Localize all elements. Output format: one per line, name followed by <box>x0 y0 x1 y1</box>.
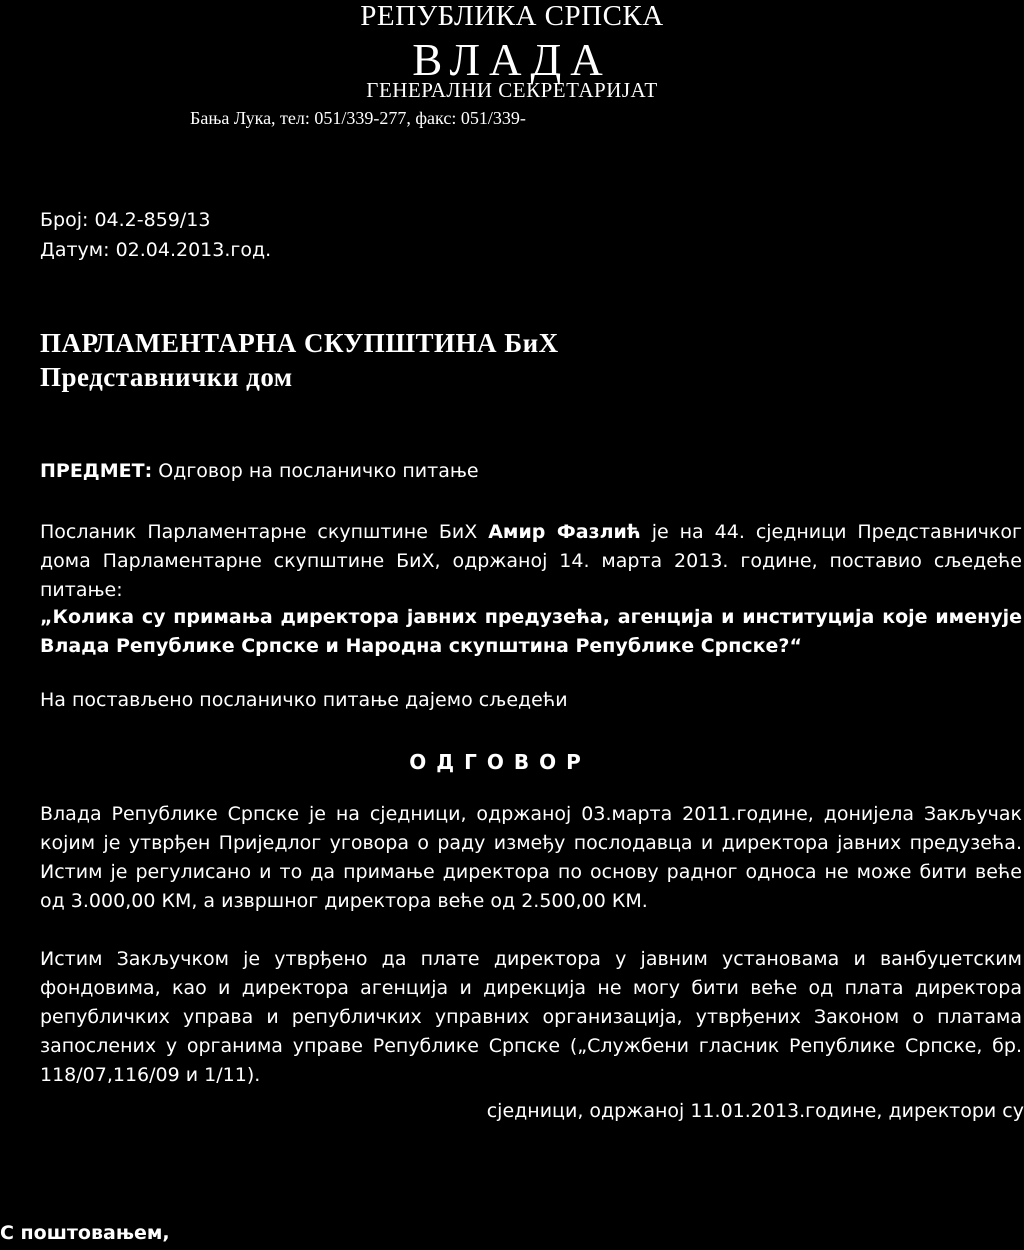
text-fragment: сједници, одржаној 11.01.2013.године, директори су <box>486 1100 1024 1122</box>
closing-salutation: С поштовањем, <box>0 1222 170 1244</box>
subject-text: Одговор на посланичко питање <box>152 460 479 482</box>
intro-part2: је на 44. сједници Представничког дома Парламентарне скупштине БиХ, одржаној 14. марта 2013. године, поставио сљедеће питање: <box>40 521 1022 601</box>
recipient-assembly: ПАРЛАМЕНТАРНА СКУПШТИНА БиХ <box>40 328 559 358</box>
answer-paragraph-2: Истим Закључком је утврђено да плате директора у јавним установама и ванбуџетским фондовима, као и директора агенција и дирекција не могу бити веће од плата директора републичких управа и републичких управних организација, утврђених Законом о платама запослених у органима управе Републике Српске („Службени гласник Републике Српске, бр. 118/07,116/09 и 1/11). <box>40 948 1022 1086</box>
intro-paragraph <box>40 518 1022 605</box>
recipient-house: Представнички дом <box>40 362 293 392</box>
secretariat-name: ГЕНЕРАЛНИ СЕКРЕТАРИЈАТ <box>366 78 658 102</box>
answer-title: ОДГОВОР <box>409 750 591 774</box>
document-number: Број: 04.2-859/13 <box>40 209 211 231</box>
subject-label: ПРЕДМЕТ: <box>40 460 153 482</box>
contact-line: Бања Лука, тел: 051/339-277, факс: 051/339- <box>190 108 526 128</box>
answer-paragraph-1: Влада Републике Српске је на сједници, одржаној 03.марта 2011.године, донијела Закључак којим је утврђен Приједлог уговора о раду између послодавца и директора јавних предузећа. Истим је регулисано и то да примање директора по основу радног односа не може бити веће од 3.000,00 КМ, а извршног директора веће од 2.500,00 КМ. <box>40 803 1022 912</box>
government-title: ВЛАДА <box>412 35 612 85</box>
subject-line <box>40 457 1022 486</box>
republic-name: РЕПУБЛИКА СРПСКА <box>360 0 664 32</box>
lead-text: На постављено посланичко питање дајемо сљедећи <box>40 689 568 711</box>
question-text: „Колика су примања директора јавних предузећа, агенција и институција које именује Влада Републике Српске и Народна скупштина Републике Српске?“ <box>40 606 1022 657</box>
document-date: Датум: 02.04.2013.год. <box>40 239 272 261</box>
intro-part1: Посланик Парламентарне скупштине БиХ <box>40 521 489 543</box>
mp-name: Амир Фазлић <box>488 521 641 543</box>
